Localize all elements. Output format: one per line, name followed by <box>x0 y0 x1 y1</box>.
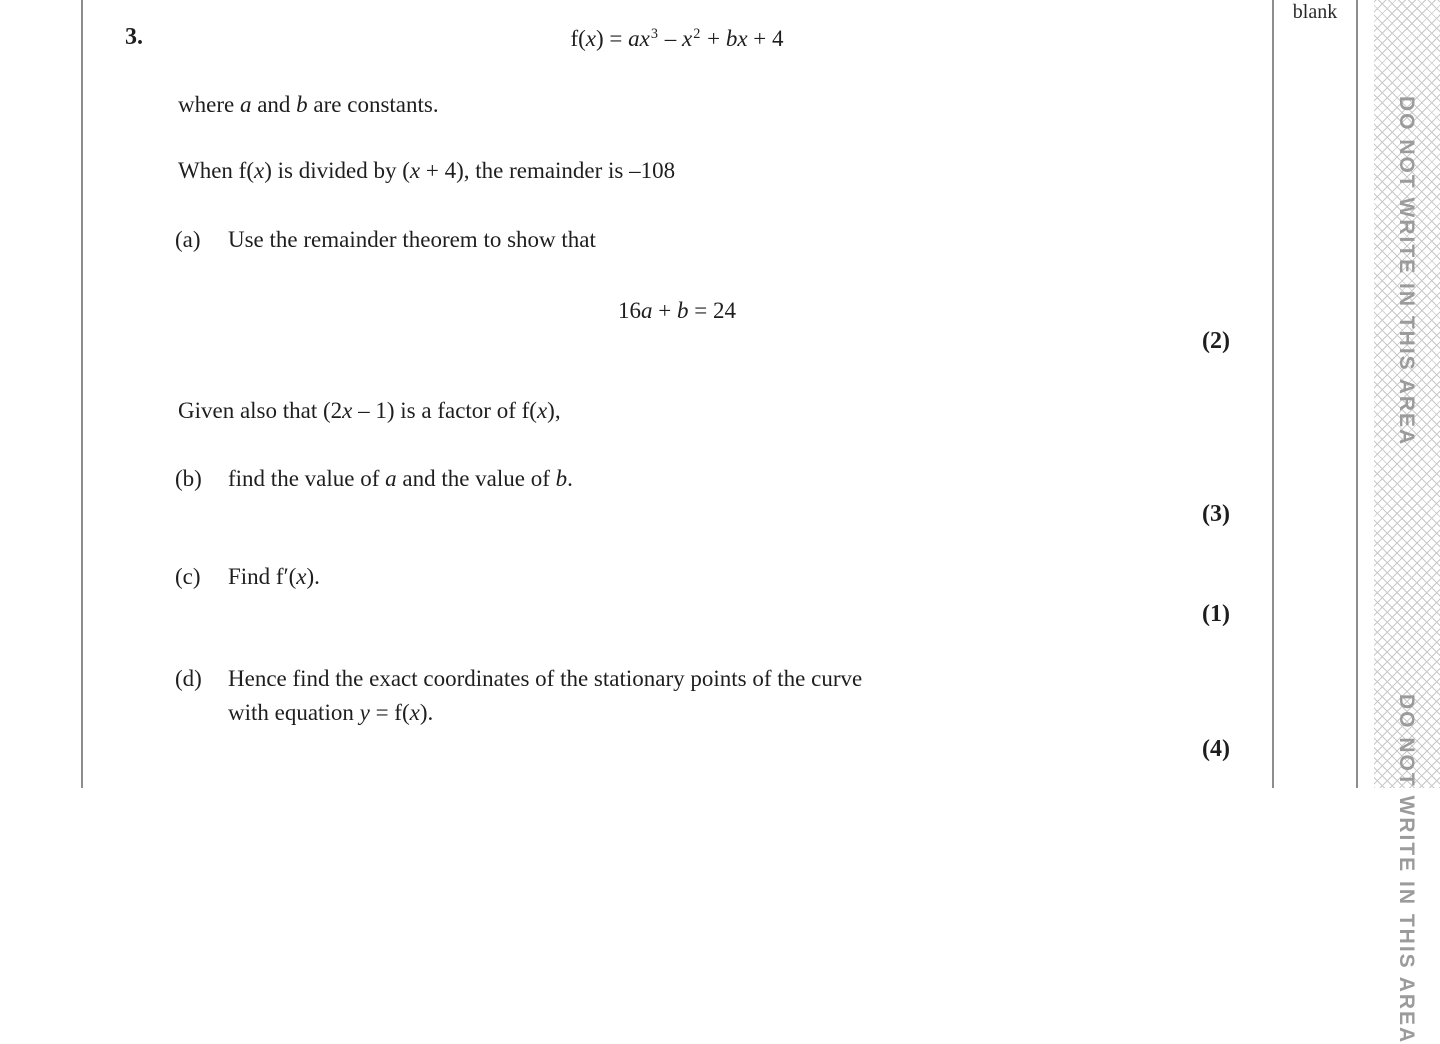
part-b-label: (b) <box>175 466 202 491</box>
part-c <box>175 563 320 591</box>
do-not-write-text-bottom: DO NOT WRITE IN THIS AREA <box>1395 694 1418 1044</box>
blank-column <box>1274 0 1356 24</box>
part-d-label: (d) <box>175 666 202 691</box>
part-c-marks: (1) <box>1202 601 1230 627</box>
function-definition: $f(x) = ax^3 - x^2$ + bx + 4 <box>570 26 784 51</box>
part-b-text: find the value of a and the value of b. <box>228 466 573 491</box>
part-d-text-line2: with equation y = f(x). <box>228 700 434 725</box>
derived-equation: 16a + b = 24 <box>618 298 736 323</box>
part-a-marks: (2) <box>1202 328 1230 354</box>
part-c-label: (c) <box>175 564 201 589</box>
given-line: Given also that (2x – 1) is a factor of f(x), <box>178 398 561 423</box>
right-margin-rule <box>1272 0 1274 788</box>
part-d <box>175 662 862 730</box>
do-not-write-text-top: DO NOT WRITE IN THIS AREA <box>1395 96 1418 447</box>
part-b <box>175 465 573 493</box>
part-a-text: Use the remainder theorem to show that <box>228 227 596 252</box>
part-b-marks: (3) <box>1202 501 1230 527</box>
do-not-write-margin <box>1374 0 1440 1044</box>
part-a <box>175 226 596 254</box>
blank-label: blank <box>1292 1 1338 23</box>
left-margin-rule <box>81 0 83 788</box>
part-d-text-line1: Hence find the exact coordinates of the stationary points of the curve <box>228 666 863 691</box>
part-d-marks: (4) <box>1202 736 1230 762</box>
part-a-label: (a) <box>175 227 201 252</box>
question-number: 3. <box>125 24 143 50</box>
where-line: where a and b are constants. <box>178 92 439 117</box>
when-line: When f(x) is divided by (x + 4), the remainder is –108 <box>178 158 676 183</box>
part-c-text: Find f′(x). <box>228 564 320 589</box>
blank-column-rule <box>1356 0 1358 788</box>
